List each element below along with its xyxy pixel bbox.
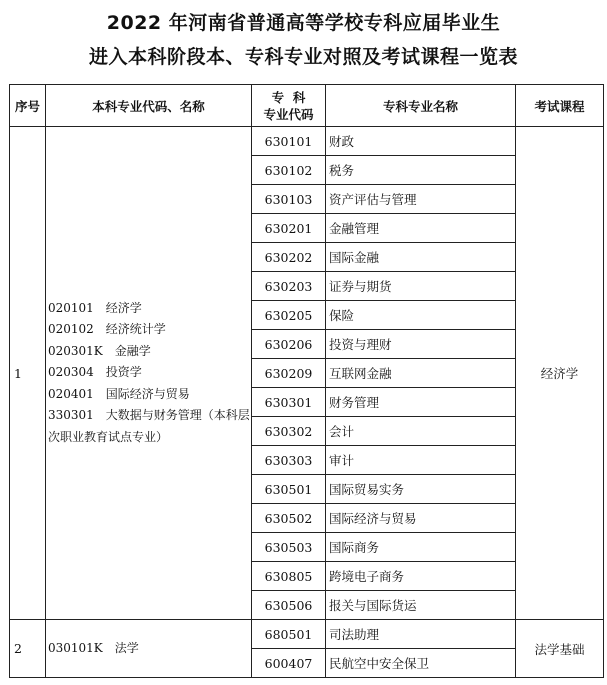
junior-major-name: 税务 — [326, 156, 516, 185]
header-row — [10, 85, 604, 127]
junior-major-code: 630202 — [252, 243, 326, 272]
header-exam: 考试课程 — [516, 85, 604, 127]
exam-course: 法学基础 — [516, 620, 604, 678]
junior-major-code: 630502 — [252, 504, 326, 533]
junior-major-code: 630302 — [252, 417, 326, 446]
junior-major-code: 630301 — [252, 388, 326, 417]
junior-major-code: 600407 — [252, 649, 326, 678]
junior-major-code: 630209 — [252, 359, 326, 388]
title-line-2: 进入本科阶段本、专科专业对照及考试课程一览表 — [88, 46, 518, 68]
junior-major-code: 630205 — [252, 301, 326, 330]
junior-major-name: 国际金融 — [326, 243, 516, 272]
junior-major-name: 资产评估与管理 — [326, 185, 516, 214]
undergrad-major-item: 020301K 金融学 — [48, 343, 151, 358]
undergrad-major-item: 030101K 法学 — [48, 640, 139, 655]
junior-major-name: 国际商务 — [326, 533, 516, 562]
junior-major-name: 跨境电子商务 — [326, 562, 516, 591]
junior-major-code: 680501 — [252, 620, 326, 649]
undergrad-majors — [46, 127, 252, 620]
undergrad-major-item: 020101 经济学 — [48, 300, 142, 315]
junior-major-code: 630102 — [252, 156, 326, 185]
junior-major-name: 国际经济与贸易 — [326, 504, 516, 533]
header-code-line2: 专业代码 — [263, 106, 314, 122]
header-code-line1: 专 科 — [271, 89, 306, 105]
junior-major-name: 保险 — [326, 301, 516, 330]
undergrad-major-item: 330301 大数据与财务管理（本科层次职业教育试点专业） — [48, 408, 250, 444]
junior-major-code: 630103 — [252, 185, 326, 214]
junior-major-name: 国际贸易实务 — [326, 475, 516, 504]
junior-major-code: 630501 — [252, 475, 326, 504]
junior-major-code: 630503 — [252, 533, 326, 562]
junior-major-name: 财务管理 — [326, 388, 516, 417]
junior-major-code: 630206 — [252, 330, 326, 359]
junior-major-name: 审计 — [326, 446, 516, 475]
group-seq: 2 — [10, 620, 46, 678]
title-line-1: 2022 年河南省普通高等学校专科应届毕业生 — [106, 12, 501, 34]
junior-major-code: 630506 — [252, 591, 326, 620]
table-row — [10, 127, 604, 156]
junior-major-name: 证券与期货 — [326, 272, 516, 301]
junior-major-name: 会计 — [326, 417, 516, 446]
junior-major-code: 630203 — [252, 272, 326, 301]
header-junior-name: 专科专业名称 — [326, 85, 516, 127]
undergrad-major-item: 020304 投资学 — [48, 365, 142, 380]
undergrad-majors — [46, 620, 252, 678]
table-row — [10, 620, 604, 649]
junior-major-code: 630303 — [252, 446, 326, 475]
group-seq: 1 — [10, 127, 46, 620]
undergrad-major-item: 020102 经济统计学 — [48, 322, 166, 337]
junior-major-name: 互联网金融 — [326, 359, 516, 388]
major-table — [9, 84, 604, 678]
junior-major-name: 民航空中安全保卫 — [326, 649, 516, 678]
junior-major-name: 财政 — [326, 127, 516, 156]
header-undergrad: 本科专业代码、名称 — [46, 85, 252, 127]
junior-major-code: 630201 — [252, 214, 326, 243]
junior-major-name: 投资与理财 — [326, 330, 516, 359]
header-code — [252, 85, 326, 127]
junior-major-name: 司法助理 — [326, 620, 516, 649]
junior-major-code: 630805 — [252, 562, 326, 591]
undergrad-major-item: 020401 国际经济与贸易 — [48, 386, 190, 401]
junior-major-name: 报关与国际货运 — [326, 591, 516, 620]
header-seq: 序号 — [10, 85, 46, 127]
exam-course: 经济学 — [516, 127, 604, 620]
junior-major-name: 金融管理 — [326, 214, 516, 243]
junior-major-code: 630101 — [252, 127, 326, 156]
table-body — [10, 127, 604, 678]
